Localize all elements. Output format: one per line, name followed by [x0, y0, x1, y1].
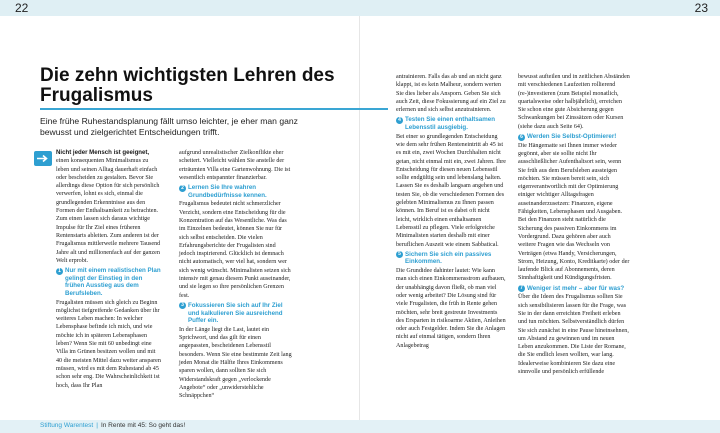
section-1-body: Frugalisten müssen sich gleich zu Beginn möglichst tiefgreifende Gedanken über ihr weiteres Leben machen: In welcher Lebensphase befinde ich mich, und wie möchte ich in späteren Lebensphasen leben? Wenn Sie mit 60 unbedingt eine Villa im Grünen besitzen wollen und mit 40 die meisten Mittel dazu weiter ansparen müssen, wird es mit dem Ruhestand ab 45 schon sehr eng. Die Wahrscheinlichkeit ist hoch, dass Ihr Plan — [56, 299, 161, 389]
section-heading: 4 Testen Sie einen enthaltsamen Lebensstil ausgiebig. — [396, 116, 506, 131]
section-heading: 5 Sichern Sie sich ein passives Einkommen. — [396, 251, 506, 266]
section-heading: 3 Fokussieren Sie sich auf Ihr Ziel und kalkulieren Sie ausreichend Puffer ein. — [179, 302, 293, 325]
intro-paragraph — [56, 149, 162, 265]
section-5-body-continued: bewusst aufteilen und in zeitlichen Abständen mit verschiedenen Laufzeiten rollierend (re-)investieren (zum Beispiel monatlich, quartalsweise oder halbjährlich), erreichen Sie schon eine gute Absicherung gegen Schwankungen bei Zinssätzen oder Kursen (siehe dazu auch Seite 64). — [518, 74, 630, 130]
section-number: 6 — [518, 134, 525, 141]
section-heading: 2 Lernen Sie Ihre wahren Grundbedürfnisse kennen. — [179, 184, 293, 199]
column-3 — [396, 73, 506, 351]
intro-text: einen konsequenten Minimalismus zu leben und seinen Alltag dauerhaft einfach oder bescheiden zu gestalten. Bevor Sie allerdings diese Option für sich persönlich verwerfen, lohnt es sich, einmal die grundlegenden Erkenntnisse aus den Formen der Enthaltsamkeit zu betrachten. Zum einen lassen sich daraus wichtige Impulse für Ihr Ziel eines früheren Rentenstarts ableiten. Zum anderen ist der Frugalismus mittlerweile mehrere Tausend Jahre alt und millionenfach auf der ganzen Welt erprobt. — [56, 158, 161, 264]
section-number: 2 — [179, 185, 186, 192]
section-3-body: In der Länge liegt die Last, lautet ein Sprichwort, und das gilt für einen angepassten, bescheidenen Lebensstil besonders. Wenn Sie eine bestimmte Zeit lang jeden Monat die Hälfte Ihres Einkommens sparen wollen, dann sollten Sie sich Widerstandskraft gegen „verlockende Angebote“ oder „unwiderstehliche Schnäppchen“ — [179, 326, 292, 400]
section-heading: 1 Nur mit einem realistischen Plan gelingt der Einstieg in den frühen Ausstieg aus dem Berufsleben. — [56, 267, 162, 297]
article-lead: Eine frühe Ruhestandsplanung fällt umso leichter, je eher man ganz bewusst und zielgerichtet Entscheidungen trifft. — [40, 116, 298, 137]
section-heading: 6 Werden Sie Selbst-Optimierer! — [518, 133, 630, 141]
section-number: 3 — [179, 302, 186, 309]
section-3-body-continued: antrainieren. Falls das ab und an nicht ganz klappt, ist es kein Malheur, sondern werten Sie dies lieber als Ansporn. Geben Sie sich auch Zeit, diese Fokussierung auf ein Ziel zu erlernen und sich selbst anzutrainieren. — [396, 74, 506, 114]
footer-publisher: Stiftung Warentest — [40, 421, 94, 429]
section-number: 5 — [396, 251, 403, 258]
section-1-body-continued: aufgrund unrealistischer Zielkonflikte eher scheitert. Vielleicht wählen Sie anstelle der erträumten Villa eine Gartenwohnung. Die ist wesentlich entspannter finanzierbar. — [179, 150, 291, 181]
section-7-body: Über die Ideen des Frugalismus sollten Sie sich sensibilisieren lassen für die Frage, was Sie in der dann erreichten Freiheit erleben und tun möchten. Selbstverständlich dürfen Sie sich zunächst in eine Pause hineinsehnen, um Abstand zu gewinnen und im neuen Leben anzukommen. Die Liste der Romane, die Sie endlich lesen wollten, war lang. Idealerweise kombinieren Sie dazu eine sinnvolle und persönlich erfüllende — [518, 294, 629, 375]
column-4 — [518, 73, 630, 377]
footer-separator: | — [96, 421, 98, 429]
column-2 — [179, 149, 293, 401]
section-6-body: Die Hängematte sei Ihnen immer wieder gegönnt, aber sie sollte nicht Ihr ausschließlicher Aufenthaltsort sein, wenn Sie früh aus dem Berufsleben aussteigen möchten. Sie müssen bereit sein, sich eigenverantwortlich mit der Optimierung einiger wichtiger Alltagsfragen auseinanderzusetzen: Finanzen, eigene Fähigkeiten, Lebensphasen und Ausgaben. Bei den Finanzen steht natürlich die Sicherung des passiven Einkommens im Vordergrund. Dazu gehören aber auch weitere Fragen wie das Wechseln von Verträgen (etwa Handy, Versicherungen, Strom, Heizung, Konto, Kreditkarte) oder der laufende Blick auf Abonnements, deren Sinnhaftigkeit und Kündigungsfristen. — [518, 142, 630, 282]
section-number: 4 — [396, 117, 403, 124]
footer — [0, 420, 720, 433]
title-rule — [40, 108, 388, 110]
top-band — [0, 0, 720, 16]
footer-text — [40, 422, 185, 429]
footer-chapter: In Rente mit 45: So geht das! — [100, 421, 186, 429]
section-5-body: Die Grundidee dahinter lautet: Wie kann man sich einen Einkommensstrom aufbauen, der unabhängig davon fließt, ob man viel oder wenig arbeitet? Die Lösung sind für viele Frugalisten, die früh in Rente gehen möchten, sehr breit gestreute Investments des Ersparten in risikoarme Aktien, Anleihen oder auch Festgelder. Indem Sie die Anlagen nicht auf einmal tätigen, sondern Ihren Anlagebetrag — [396, 268, 506, 349]
intro-lead-in: Nicht jeder Mensch ist geeignet, — [56, 149, 150, 156]
section-heading: 7 Weniger ist mehr – aber für was? — [518, 285, 630, 293]
column-1 — [56, 149, 162, 391]
page-number-right: 23 — [694, 1, 708, 15]
page-gutter — [359, 16, 360, 420]
section-number: 1 — [56, 268, 63, 275]
article-title: Die zehn wichtigsten Lehren des Frugalismus — [40, 65, 335, 106]
page-number-left: 22 — [15, 1, 29, 15]
section-number: 7 — [518, 285, 525, 292]
section-4-body: Bei einer so grundlegenden Entscheidung wie dem sehr frühen Renteneintritt ab 45 ist es mit ein, zwei Wochen Durchhalten nicht getan, nicht einmal mit ein, zwei Jahren. Ihre Entscheidung für diesen neuen Lebensstil sollte endgültig sein und lebenslang halten. Lassen Sie es deshalb langsam angehen und testen Sie, ob die verschiedenen Formen des gelebten Minimalismus zu Ihnen passen können. Im Beruf ist es dabei oft nicht leicht, wirklich einen enthaltsamen Lebensstil zu pflegen. Viele erfolgreiche Minimalisten starten deshalb mit einer beruflichen Auszeit wie einem Sabbatical. — [396, 133, 506, 248]
section-2-body: Frugalismus bedeutet nicht schmerzlicher Verzicht, sondern eine Entscheidung für die Konzentration auf das Wesentliche. Was das im Einzelnen bedeutet, können Sie nur für sich selbst entscheiden. Die vielen Erfahrungsberichte der Frugalisten sind jedoch inspirierend. Glücklich ist demnach nicht automatisch, wer viel hat, sondern wer sich wenig wünscht. Minimalisten setzen sich intensiv mit genau diesem Punkt auseinander, und sie legen so ihre persönlichen Grenzen fest. — [179, 201, 291, 299]
arrow-icon — [34, 151, 52, 166]
